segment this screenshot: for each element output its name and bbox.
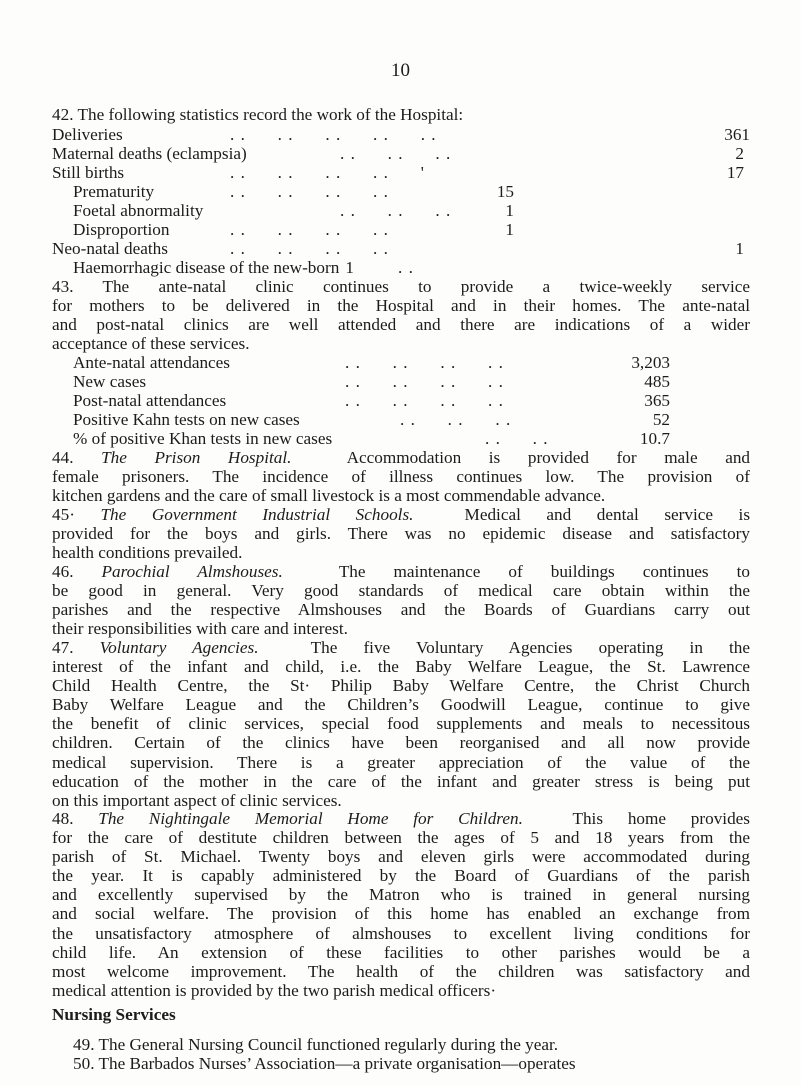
text-line: the year. It is capably administered by the Board of Guardians of the parish	[52, 866, 750, 886]
paragraph-title: Voluntary Agencies.	[99, 638, 259, 657]
leader-dots: . . . . . .	[340, 144, 452, 163]
text-line: medical supervision. There is a greater appreciation of the value of the	[52, 752, 750, 772]
stat-value: 52	[652, 410, 670, 429]
page-number: 10	[391, 60, 410, 81]
leader-dots: . . . . . . . . . .	[230, 125, 437, 144]
stat-label: Deliveries	[52, 125, 123, 144]
stat-value: 2	[735, 144, 744, 163]
leader-dots: . . . . . . . . '	[230, 163, 425, 182]
text-line: acceptance of these services.	[52, 334, 250, 354]
text-line: most welcome improvement. The health of the children was satisfactory and	[52, 961, 750, 981]
paragraph-number: 44.	[52, 448, 74, 467]
section-heading-nursing-services: Nursing Services	[52, 1005, 176, 1024]
leader-dots: . . . .	[485, 429, 549, 448]
leader-dots: . . . . . . . .	[345, 353, 504, 372]
stat-value: 365	[644, 391, 670, 410]
text-line: on this important aspect of clinic services.	[52, 790, 342, 810]
text-line: Baby Welfare League and the Children’s Goodwill League, continue to give	[52, 695, 750, 715]
paragraph-title: The Nightingale Memorial Home for Children.	[98, 809, 523, 828]
paragraph-49: 49. The General Nursing Council functioned regularly during the year.	[73, 1035, 559, 1054]
leader-dots: . . . . . .	[400, 410, 512, 429]
stat-label: Ante-natal attendances	[73, 353, 230, 372]
text-line	[52, 638, 750, 657]
text-line: medical attention is provided by the two parish medical officers·	[52, 980, 497, 1000]
stat-label: New cases	[73, 372, 147, 391]
leader-dots: . . . . . . . .	[230, 220, 389, 239]
leader-dots: . . . . . . . .	[230, 182, 389, 201]
text-line: the benefit of clinic services, special food supplements and meals to necessitous	[52, 714, 750, 734]
stat-value: 1	[505, 201, 514, 220]
paragraph-number: 45·	[52, 505, 75, 524]
paragraph-title: Parochial Almshouses.	[101, 562, 283, 581]
stat-label: % of positive Khan tests in new cases	[73, 429, 333, 448]
stat-value: 17	[726, 163, 744, 182]
paragraph-50: 50. The Barbados Nurses’ Association—a private organisation—operates	[73, 1054, 576, 1073]
stat-value: 1	[345, 258, 354, 277]
stat-label: Haemorrhagic disease of the new-born	[73, 258, 340, 277]
paragraph-45	[52, 505, 750, 562]
text-line: child life. An extension of these facilities to other parishes would be a	[52, 942, 750, 962]
stat-label: Foetal abnormality	[73, 201, 204, 220]
text-line-content: Medical and dental service is	[464, 505, 751, 524]
text-line	[52, 505, 750, 524]
paragraph-title: The Prison Hospital.	[101, 448, 292, 467]
leader-dots: . . . . . . . .	[230, 239, 389, 258]
paragraph-48	[52, 809, 750, 1000]
text-line: and excellently supervised by the Matron who is trained in general nursing	[52, 885, 750, 905]
text-line: kitchen gardens and the care of small livestock is a most commendable advance.	[52, 486, 606, 506]
stats-intro: 42. The following statistics record the work of the Hospital:	[52, 105, 464, 124]
leader-dots: . . . . . . . .	[345, 372, 504, 391]
text-line: health conditions prevailed.	[52, 543, 243, 563]
stat-label: Disproportion	[73, 220, 170, 239]
text-line	[52, 448, 750, 467]
text-line: for the care of destitute children between the ages of 5 and 18 years from the	[52, 828, 750, 848]
text-line: parish of St. Michael. Twenty boys and eleven girls were accommodated during	[52, 847, 750, 867]
stat-label: Still births	[52, 163, 125, 182]
paragraph-title: The Government Industrial Schools.	[100, 505, 414, 524]
paragraph-number: 46.	[52, 562, 74, 581]
stat-label: Prematurity	[73, 182, 155, 201]
text-line: for mothers to be delivered in the Hospital and in their homes. The ante-natal	[52, 296, 750, 316]
text-line: their responsibilities with care and interest.	[52, 619, 348, 639]
text-line: Child Health Centre, the St· Philip Baby Welfare Centre, the Christ Church	[52, 676, 750, 696]
text-line: education of the mother in the care of the infant and greater stress is being put	[52, 771, 750, 791]
text-line: and post-natal clinics are well attended and there are indications of a wider	[52, 315, 750, 335]
stat-label: Maternal deaths (eclampsia)	[52, 144, 247, 163]
text-line	[52, 562, 750, 581]
text-line: parishes and the respective Almshouses and the Boards of Guardians carry out	[52, 600, 750, 620]
paragraph-number: 47.	[52, 638, 74, 657]
text-line-content: The maintenance of buildings continues to	[338, 562, 750, 581]
stat-value: 1	[505, 220, 514, 239]
text-line: the unsatisfactory atmosphere of almshouses to excellent living conditions for	[52, 923, 750, 943]
stat-label: Positive Kahn tests on new cases	[73, 410, 300, 429]
stat-label: Neo-natal deaths	[52, 239, 168, 258]
paragraph-number: 48.	[52, 809, 74, 828]
stat-label: Post-natal attendances	[73, 391, 227, 410]
text-line: interest of the infant and child, i.e. the Baby Welfare League, the St. Lawrence	[52, 657, 750, 677]
stat-value: 10.7	[639, 429, 670, 448]
paragraph-46	[52, 562, 750, 638]
stat-value: 3,203	[631, 353, 670, 372]
text-line	[52, 809, 750, 828]
leader-dots: . . . . . .	[340, 201, 452, 220]
paragraph-47	[52, 638, 750, 810]
text-line: and social welfare. The provision of this home has enabled an exchange from	[52, 904, 750, 924]
stat-value: 485	[644, 372, 670, 391]
leader-dots: . . . . . . . .	[345, 391, 504, 410]
text-line: provided for the boys and girls. There was no epidemic disease and satisfactory	[52, 524, 750, 544]
text-line-content: The five Voluntary Agencies operating in the	[310, 638, 750, 657]
text-line: female prisoners. The incidence of illness continues low. The provision of	[52, 467, 750, 487]
stat-value: 15	[496, 182, 514, 201]
text-line: 43. The ante-natal clinic continues to provide a twice-weekly service	[52, 277, 750, 296]
text-line-content: Accommodation is provided for male and	[346, 448, 751, 467]
paragraph-44	[52, 448, 750, 505]
leader-dots: . .	[398, 258, 414, 277]
text-line: children. Certain of the clinics have been reorganised and all now provide	[52, 733, 750, 753]
stat-value: 1	[735, 239, 744, 258]
stat-value: 361	[724, 125, 750, 144]
text-line: be good in general. Very good standards of medical care obtain within the	[52, 581, 750, 601]
paragraph-43	[52, 277, 750, 353]
text-line-content: This home provides	[572, 809, 750, 828]
